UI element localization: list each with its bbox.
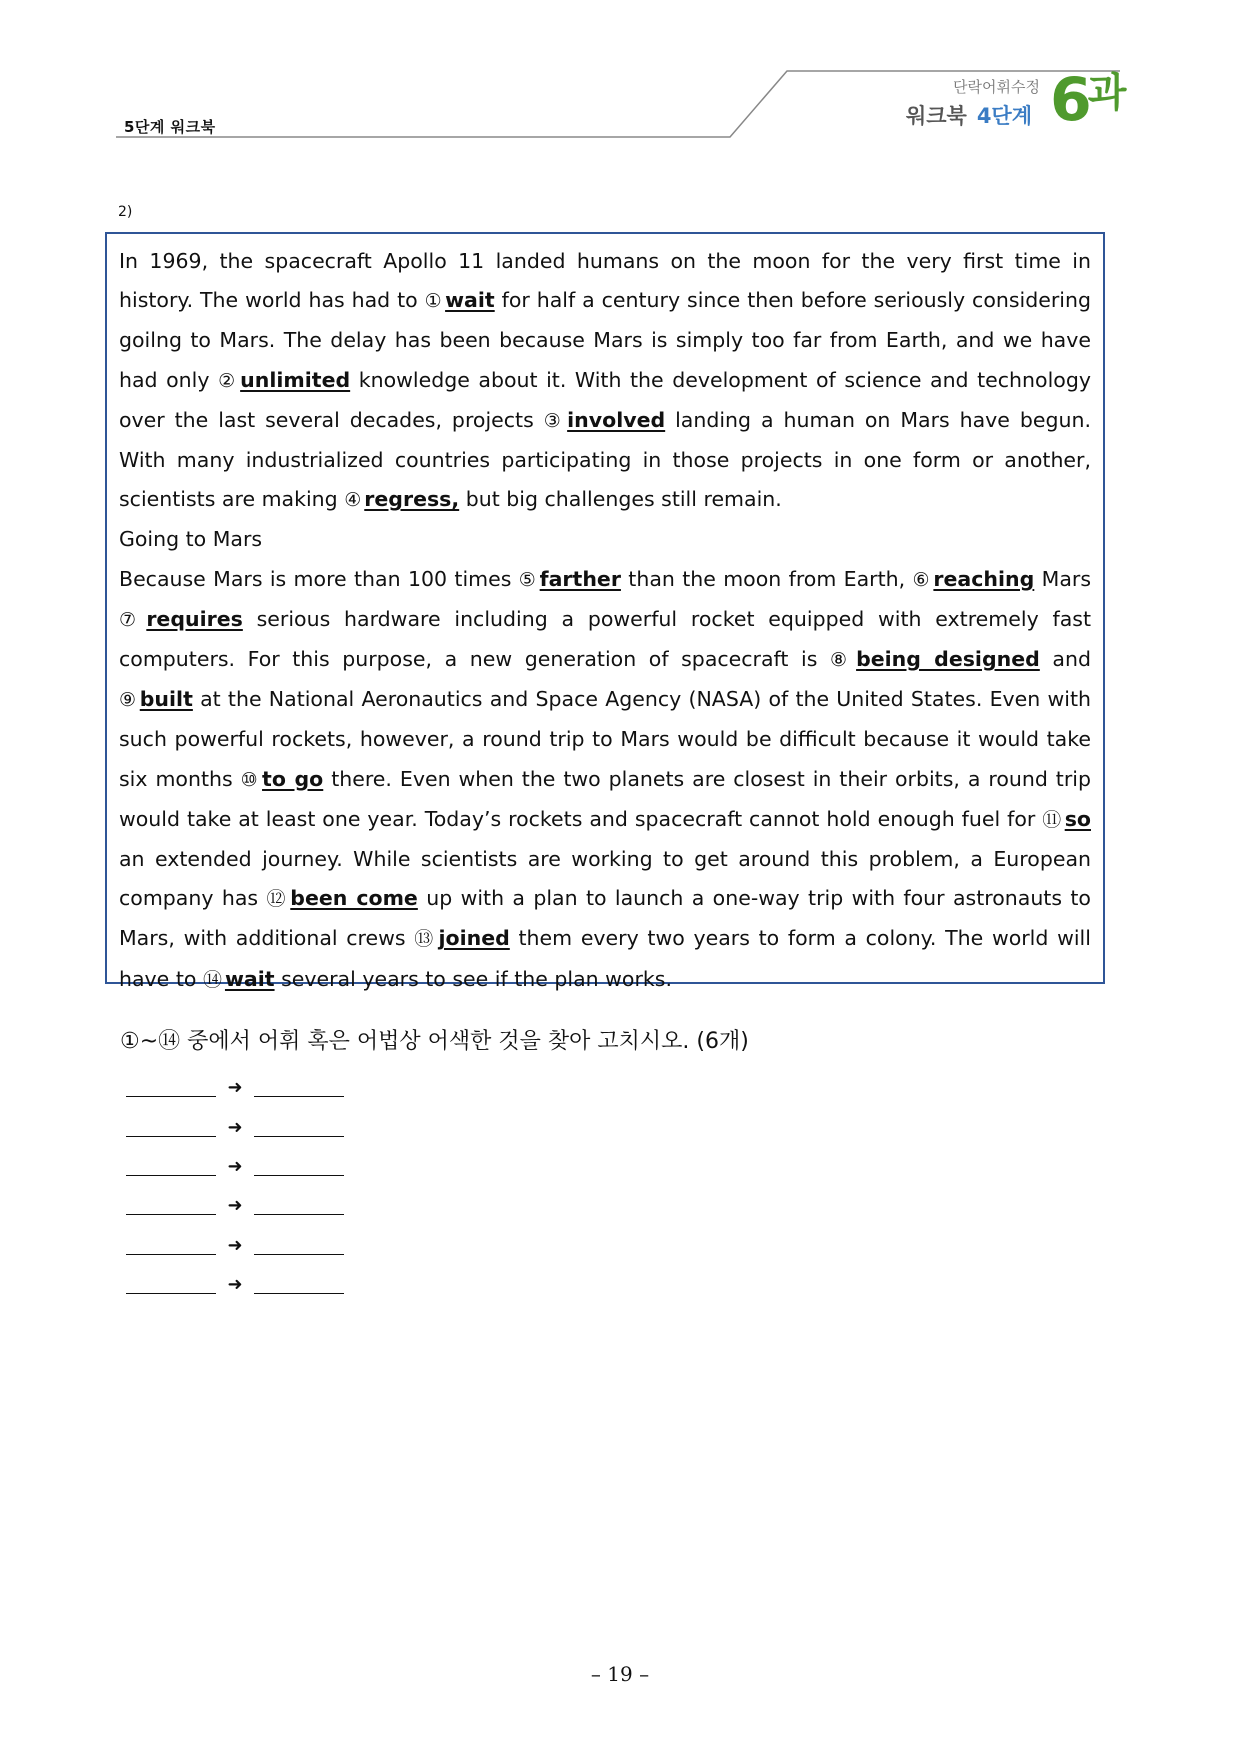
answer-blank-wrong[interactable] (126, 1275, 216, 1294)
passage-text: Because Mars is more than 100 times (119, 566, 512, 591)
passage-text: for half a century since then before seriously considering goilng to Mars. The delay has been because Mars is simply too far from Earth, and we have had only (119, 288, 1091, 392)
marked-word-2: unlimited (240, 367, 351, 392)
circled-number: ⑪ (1042, 808, 1062, 831)
section-label: 단락어휘수정 (953, 78, 1040, 96)
answer-row (126, 1226, 344, 1265)
marked-word-10: to go (262, 766, 324, 791)
question-number: 2) (118, 204, 133, 220)
circled-number: ⑩ (240, 768, 260, 791)
passage-text: knowledge about it. With the development of science and technology over the last several decades, projects (119, 367, 1091, 432)
workbook-label: 워크북 (905, 104, 967, 128)
workbook-level-label: 5단계 워크북 (124, 118, 216, 136)
passage-text: In 1969, the spacecraft Apollo 11 landed humans on the moon for the very first time in history. The world has had to (119, 249, 1091, 313)
passage-text: Mars (1041, 566, 1091, 591)
marked-word-14: wait (224, 966, 275, 991)
circled-number: ⑨ (119, 689, 137, 712)
circled-number: ④ (344, 489, 362, 512)
passage-box (105, 232, 1105, 991)
marked-word-13: joined (438, 926, 510, 951)
answer-row (126, 1186, 344, 1225)
marked-word-8: being designed (856, 647, 1040, 672)
passage-text: up with a plan to launch a one-way trip with four astronauts to Mars, with additional crews (119, 886, 1091, 951)
circled-number: ② (218, 369, 238, 392)
passage-text: there. Even when the two planets are closest in their orbits, a round trip would take at least one year. Today’s rockets and spacecraft cannot hold enough fuel for (119, 766, 1091, 831)
circled-number: ⑫ (266, 888, 288, 911)
passage-text: at the National Aeronautics and Space Agency (NASA) of the United States. Even with such powerful rockets, however, a round trip to Mars would be difficult because it would take six months (119, 687, 1091, 791)
marked-word-1: wait (445, 288, 495, 313)
passage-text: but big challenges still remain. (465, 487, 782, 512)
circled-number: ⑤ (518, 568, 537, 591)
marked-word-6: reaching (933, 566, 1035, 591)
passage-text: than the moon from Earth, (628, 566, 906, 591)
answer-blank-correct[interactable] (254, 1275, 344, 1294)
answer-blank-correct[interactable] (254, 1157, 344, 1176)
answer-row (126, 1068, 344, 1107)
marked-word-9: built (139, 687, 193, 712)
passage-text: landing a human on Mars have begun. With many industrialized countries participating in those projects in one form or another, scientists are making (119, 407, 1091, 512)
circled-number: ③ (543, 409, 565, 432)
marked-word-11: so (1064, 806, 1091, 831)
marked-word-5: farther (539, 566, 621, 591)
answer-blank-wrong[interactable] (126, 1157, 216, 1176)
passage-text: serious hardware including a powerful rocket equipped with extremely fast computers. For this purpose, a new generation of spacecraft is (119, 606, 1091, 672)
page-number: – 19 – (590, 1662, 650, 1686)
passage-text: several years to see if the plan works. (281, 966, 672, 991)
circled-number: ⑧ (829, 649, 854, 672)
arrow-icon: ➜ (227, 1234, 243, 1256)
answer-blank-correct[interactable] (254, 1196, 344, 1215)
circled-number: ⑬ (414, 928, 436, 951)
marked-word-12: been come (290, 886, 418, 911)
answer-row (126, 1107, 344, 1146)
passage-subheading: Going to Mars (119, 527, 263, 552)
lesson-suffix: 과 (1087, 70, 1127, 116)
workbook-stage-label (906, 100, 1032, 130)
marked-word-3: involved (567, 407, 666, 432)
circled-number: ⑥ (912, 568, 931, 591)
arrow-icon: ➜ (227, 1195, 243, 1217)
answer-blank-wrong[interactable] (126, 1196, 216, 1215)
passage-paragraph-1 (119, 242, 1091, 520)
answer-blank-correct[interactable] (254, 1118, 344, 1137)
passage-text: them every two years to form a colony. The world will have to (119, 926, 1091, 991)
answer-blank-correct[interactable] (254, 1236, 344, 1255)
question-instruction: ①~⑭ 중에서 어휘 혹은 어법상 어색한 것을 찾아 고치시오. (6개) (120, 1029, 749, 1054)
arrow-icon: ➜ (227, 1274, 243, 1296)
circled-number: ① (424, 290, 443, 313)
arrow-icon: ➜ (227, 1155, 243, 1177)
marked-word-4: regress, (364, 487, 460, 512)
arrow-icon: ➜ (227, 1116, 243, 1138)
answer-row (126, 1265, 344, 1304)
answer-row (126, 1147, 344, 1186)
answer-blank-wrong[interactable] (126, 1078, 216, 1097)
answer-blank-wrong[interactable] (126, 1118, 216, 1137)
arrow-icon: ➜ (227, 1077, 243, 1099)
circled-number: ⑭ (202, 968, 222, 991)
passage-paragraph-2 (119, 560, 1091, 1000)
lesson-digit: 6 (1050, 65, 1088, 135)
passage-text: and (1052, 647, 1091, 672)
circled-number: ⑦ (119, 608, 144, 631)
marked-word-7: requires (146, 606, 243, 631)
answer-blank-correct[interactable] (254, 1078, 344, 1097)
answer-lines (126, 1068, 344, 1304)
stage-label: 4단계 (976, 104, 1032, 128)
lesson-number (1050, 65, 1127, 137)
answer-blank-wrong[interactable] (126, 1236, 216, 1255)
passage-text: an extended journey. While scientists are working to get around this problem, a European company has (119, 847, 1091, 911)
